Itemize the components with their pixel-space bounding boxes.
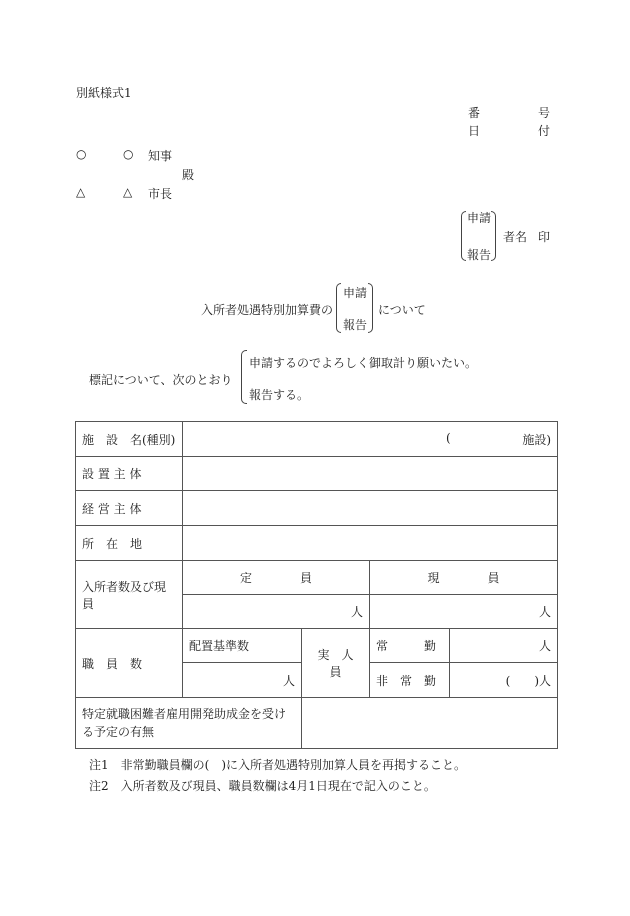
city-mark-2: △	[123, 185, 133, 199]
residents-label: 入所者数及び現員	[76, 561, 183, 629]
establisher-field[interactable]	[183, 457, 558, 491]
bracket-left	[241, 350, 247, 404]
number-label: 番	[468, 106, 481, 120]
body-opt-apply: 申請するのでよろしく御取計り願いたい。	[249, 356, 478, 370]
fulltime-label: 常 勤	[370, 629, 450, 663]
facility-name-field[interactable]	[183, 422, 558, 457]
number-label-suffix: 号	[538, 106, 551, 120]
fulltime-field[interactable]: 人	[450, 629, 558, 663]
applicant-suffix: 者名	[503, 230, 528, 244]
location-field[interactable]	[183, 526, 558, 561]
body-opt-report: 報告する。	[249, 388, 310, 402]
title-suffix: について	[378, 303, 426, 317]
parttime-field[interactable]: ( )人	[450, 663, 558, 698]
date-label-suffix: 付	[538, 124, 551, 138]
capacity-header: 定 員	[183, 561, 370, 595]
mayor: 市長	[148, 187, 173, 201]
actual-label: 実 人 員	[302, 629, 370, 698]
establisher-label: 設 置 主 体	[76, 457, 183, 491]
applicant-opt-apply: 申請	[467, 211, 492, 225]
title-opt-report: 報告	[343, 318, 368, 332]
date-label: 日	[468, 124, 481, 138]
staff-label: 職 員 数	[76, 629, 183, 698]
standard-label: 配置基準数	[183, 629, 302, 663]
title-opt-apply: 申請	[343, 286, 368, 300]
note-1: 注1 非常勤職員欄の( )に入所者処遇特別加算人員を再掲すること。	[89, 758, 467, 772]
applicant-opt-report: 報告	[467, 248, 492, 262]
title-prefix: 入所者処遇特別加算費の	[201, 303, 334, 317]
bracket-right	[368, 283, 373, 333]
city-mark: △	[76, 185, 86, 199]
bracket-left	[461, 211, 466, 261]
standard-field[interactable]: 人	[183, 663, 302, 698]
bracket-right	[491, 211, 496, 261]
note-2: 注2 入所者数及び現員、職員数欄は4月1日現在で記入のこと。	[89, 779, 436, 793]
bracket-left	[336, 283, 341, 333]
form-id: 別紙様式1	[76, 86, 132, 100]
operator-label: 経 営 主 体	[76, 491, 183, 526]
capacity-field[interactable]: 人	[183, 595, 370, 629]
facility-paren: (	[446, 430, 451, 445]
current-header: 現 員	[370, 561, 558, 595]
current-field[interactable]: 人	[370, 595, 558, 629]
governor: 知事	[148, 149, 173, 163]
facility-table	[75, 421, 558, 749]
body-lead: 標記について、次のとおり	[89, 373, 233, 387]
parttime-label: 非 常 勤	[370, 663, 450, 698]
facility-name-label: 施 設 名(種別)	[76, 422, 183, 457]
gov-mark: ○	[76, 147, 87, 161]
operator-field[interactable]	[183, 491, 558, 526]
subsidy-label: 特定就職困難者雇用開発助成金を受ける予定の有無	[76, 698, 302, 749]
seal: 印	[538, 230, 551, 244]
facility-suffix: 施設)	[522, 432, 552, 447]
honorific: 殿	[182, 168, 195, 182]
gov-mark-2: ○	[123, 147, 134, 161]
location-label: 所 在 地	[76, 526, 183, 561]
subsidy-field[interactable]	[302, 698, 558, 749]
